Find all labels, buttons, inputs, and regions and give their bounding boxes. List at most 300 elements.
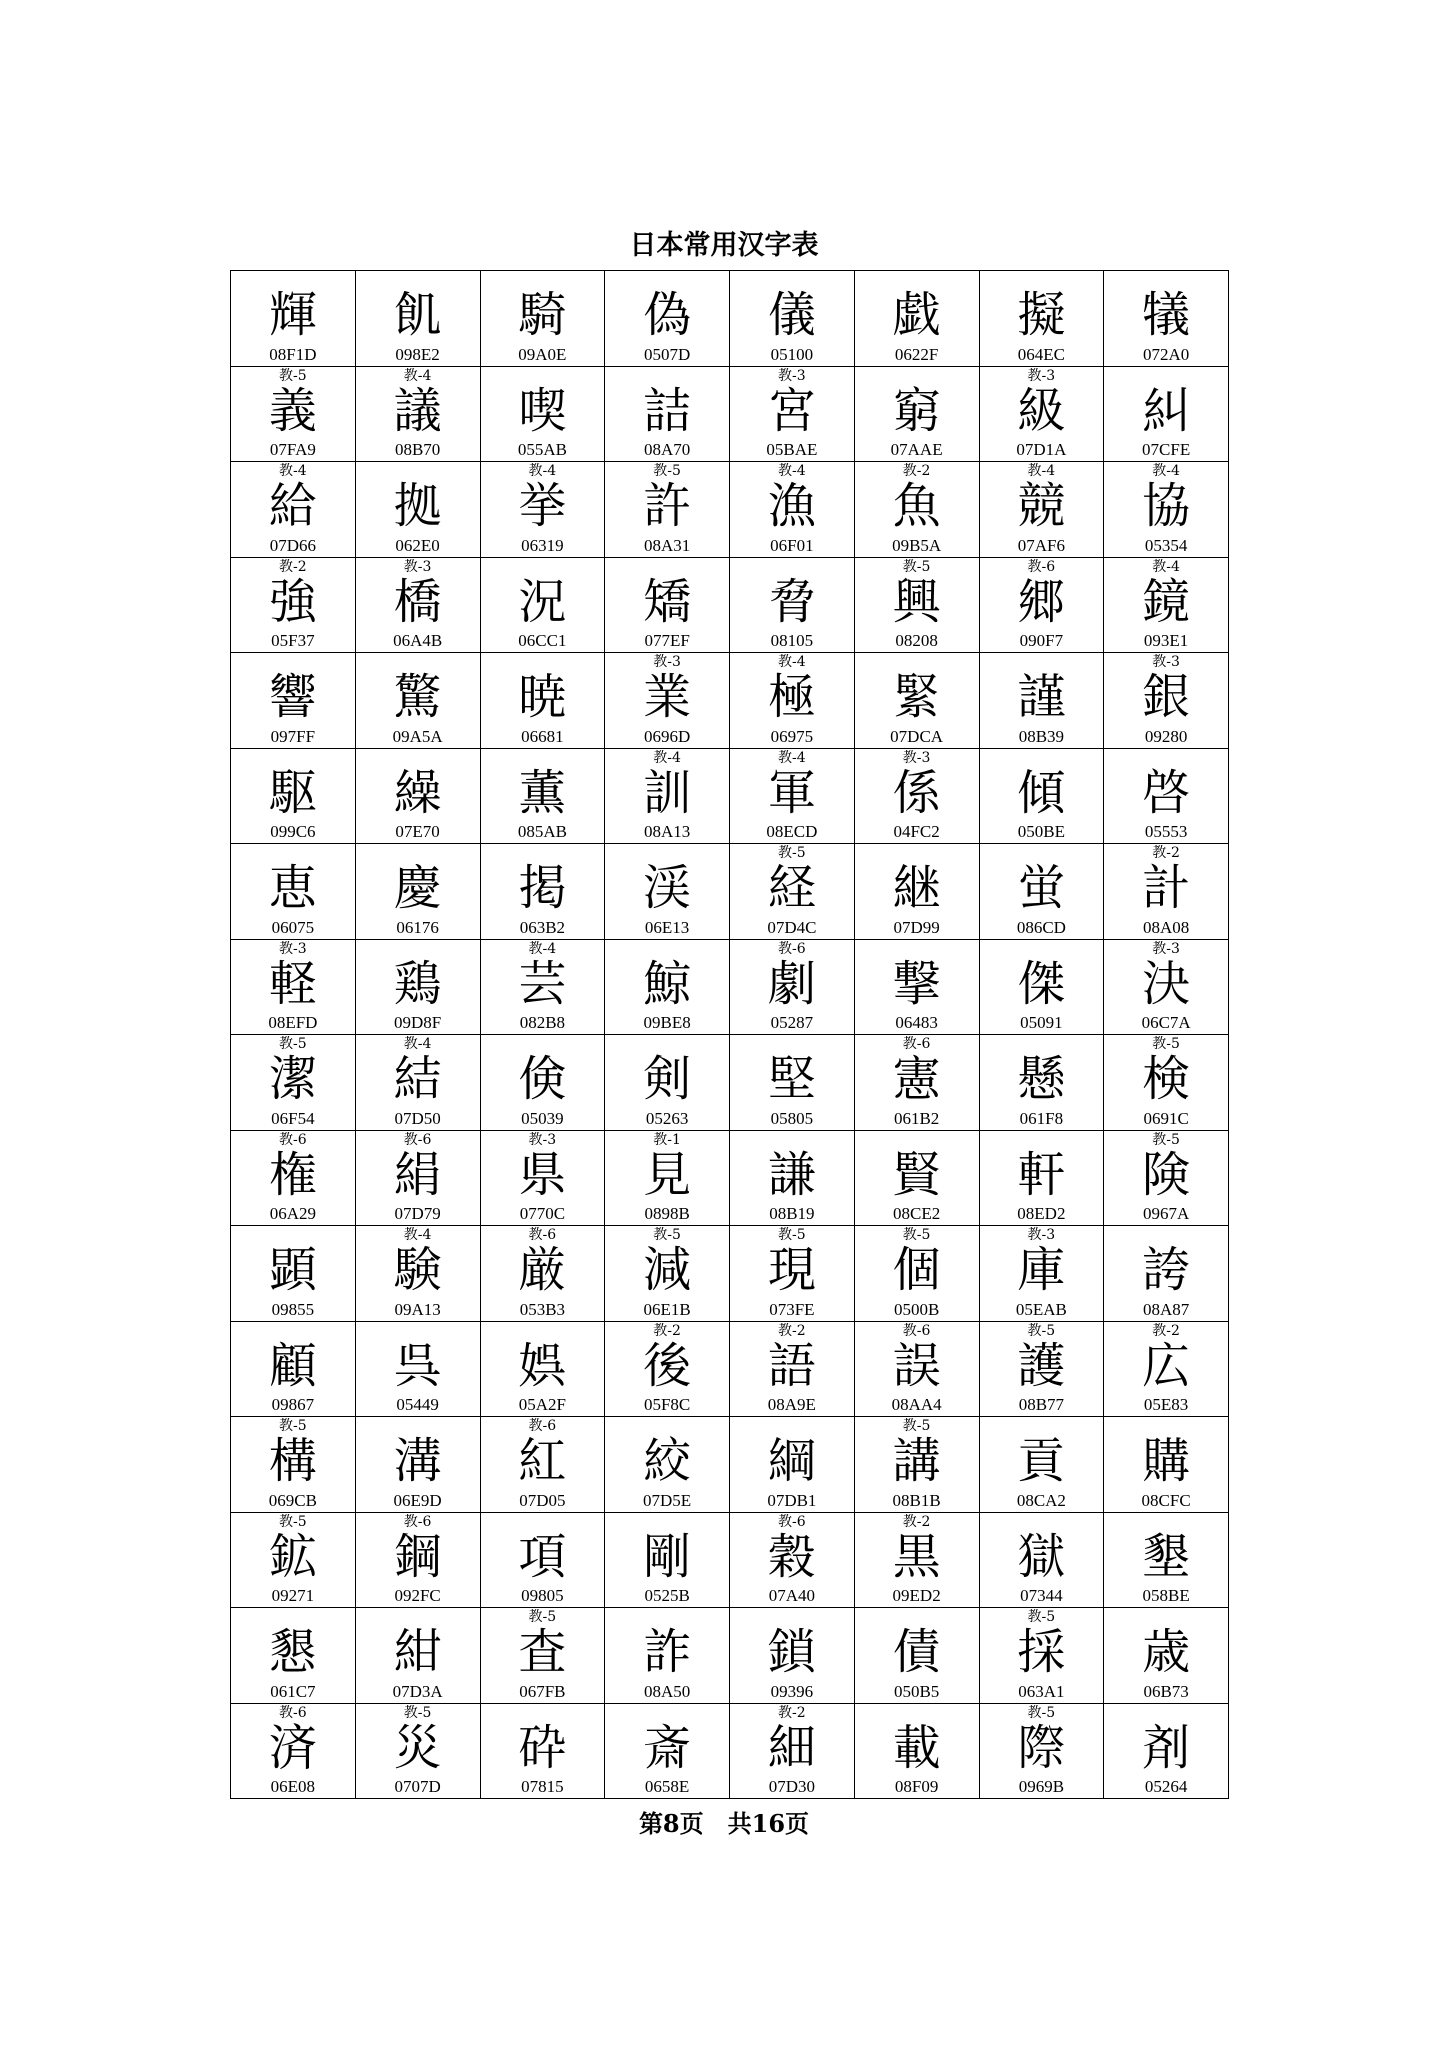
kanji-cell [480, 462, 605, 558]
kanji-cell [1104, 653, 1229, 749]
unicode-code: 050BE [1017, 822, 1065, 841]
kanji-cell [355, 1130, 480, 1226]
kanji-cell [480, 1608, 605, 1704]
kanji-cell [231, 1703, 356, 1799]
kanji-cell [605, 844, 730, 940]
unicode-code: 04FC2 [893, 822, 940, 841]
unicode-code: 062E0 [395, 535, 440, 555]
kanji-cell [231, 939, 356, 1035]
kanji-character: 賢 [892, 1146, 941, 1203]
grade-label: 教-5 [653, 463, 681, 479]
kanji-character: 擬 [1017, 287, 1066, 343]
kanji-cell [730, 939, 855, 1035]
unicode-code: 08B70 [394, 440, 441, 459]
kanji-cell [979, 844, 1104, 940]
grade-label: 教-5 [653, 1227, 681, 1243]
unicode-code: 06CC1 [518, 631, 567, 650]
table-row [231, 1321, 1229, 1417]
kanji-character: 顕 [268, 1242, 317, 1298]
kanji-character: 暁 [518, 669, 567, 725]
kanji-character: 黒 [892, 1528, 941, 1585]
kanji-character: 銀 [1142, 669, 1191, 725]
kanji-cell [979, 1512, 1104, 1608]
kanji-character: 個 [892, 1242, 941, 1298]
kanji-cell [355, 1226, 480, 1322]
kanji-character: 貢 [1017, 1433, 1066, 1489]
unicode-code: 06C7A [1141, 1013, 1191, 1032]
kanji-cell [730, 1226, 855, 1322]
kanji-cell [231, 1417, 356, 1513]
kanji-character: 絹 [393, 1146, 442, 1203]
kanji-character: 誤 [892, 1337, 941, 1394]
kanji-cell [355, 1512, 480, 1608]
grade-label: 教-3 [403, 558, 432, 575]
grade-label: 教-3 [778, 367, 806, 384]
kanji-character: 慶 [393, 860, 442, 916]
kanji-cell [1104, 1417, 1229, 1513]
grade-label: 教-5 [279, 1036, 307, 1052]
unicode-code: 08208 [895, 631, 938, 650]
kanji-character: 許 [643, 478, 692, 534]
grade-label: 教-3 [279, 940, 307, 957]
kanji-character: 啓 [1142, 764, 1191, 821]
kanji-cell [1104, 939, 1229, 1035]
kanji-character: 斎 [643, 1719, 692, 1776]
kanji-cell [605, 1512, 730, 1608]
kanji-character: 懸 [1017, 1051, 1066, 1107]
unicode-code: 06E08 [270, 1777, 316, 1796]
unicode-code: 061B2 [893, 1108, 940, 1128]
unicode-code: 053B3 [519, 1299, 566, 1319]
grade-label: 教-4 [1152, 558, 1180, 575]
kanji-character: 輝 [268, 287, 317, 343]
kanji-cell [979, 1321, 1104, 1417]
kanji-cell [231, 1035, 356, 1131]
unicode-code: 05449 [396, 1395, 439, 1414]
kanji-character: 渓 [643, 860, 692, 916]
grade-label: 教-6 [279, 1131, 307, 1148]
grade-label: 教-4 [778, 654, 806, 670]
unicode-code: 06176 [396, 917, 439, 937]
kanji-cell [605, 1130, 730, 1226]
kanji-cell [1104, 1608, 1229, 1704]
unicode-code: 09855 [271, 1299, 315, 1319]
kanji-character: 競 [1017, 478, 1066, 534]
kanji-character: 県 [518, 1146, 567, 1203]
kanji-character: 軒 [1017, 1146, 1066, 1203]
unicode-code: 082B8 [519, 1013, 566, 1032]
kanji-character: 詐 [643, 1624, 692, 1680]
kanji-character: 掲 [518, 860, 567, 916]
unicode-code: 08A31 [643, 535, 691, 555]
kanji-character: 結 [393, 1051, 442, 1107]
kanji-character: 脅 [767, 573, 816, 630]
unicode-code: 093E1 [1143, 631, 1189, 650]
kanji-cell [730, 1512, 855, 1608]
kanji-cell [854, 1417, 979, 1513]
unicode-code: 09D8F [394, 1013, 442, 1032]
unicode-code: 09271 [271, 1586, 315, 1605]
kanji-cell [979, 748, 1104, 844]
kanji-character: 興 [892, 573, 941, 630]
kanji-character: 溝 [393, 1433, 442, 1489]
unicode-code: 07D50 [394, 1108, 441, 1128]
unicode-code: 06E9D [393, 1490, 442, 1510]
kanji-character: 軍 [767, 764, 816, 821]
kanji-character: 経 [767, 860, 816, 916]
kanji-character: 矯 [643, 573, 692, 630]
grade-label: 教-4 [1027, 463, 1056, 479]
unicode-code: 05354 [1144, 535, 1188, 555]
kanji-character: 検 [1142, 1051, 1191, 1107]
kanji-cell [480, 366, 605, 462]
kanji-character: 恵 [268, 860, 317, 916]
kanji-character: 強 [268, 573, 317, 630]
kanji-character: 査 [518, 1624, 567, 1680]
kanji-character: 見 [643, 1146, 692, 1203]
unicode-code: 0507D [643, 344, 691, 364]
unicode-code: 07FA9 [269, 440, 316, 459]
unicode-code: 09BE8 [643, 1013, 691, 1032]
kanji-character: 撃 [892, 955, 941, 1012]
grade-label: 教-2 [778, 1322, 806, 1339]
kanji-table-body [231, 271, 1229, 1799]
unicode-code: 05F8C [643, 1395, 691, 1414]
table-row [231, 462, 1229, 558]
kanji-cell [979, 939, 1104, 1035]
unicode-code: 08B19 [769, 1204, 815, 1223]
kanji-character: 紅 [518, 1433, 567, 1489]
grade-label: 教-5 [778, 1227, 806, 1243]
unicode-code: 07D3A [392, 1681, 443, 1701]
kanji-character: 業 [643, 669, 692, 725]
kanji-character: 験 [393, 1242, 442, 1298]
unicode-code: 08F1D [269, 344, 317, 364]
unicode-code: 08ECD [766, 822, 818, 841]
kanji-cell [231, 844, 356, 940]
kanji-cell [355, 271, 480, 367]
kanji-character: 構 [268, 1433, 317, 1489]
kanji-character: 給 [268, 478, 317, 534]
kanji-cell [730, 748, 855, 844]
page-title: 日本常用汉字表 [629, 230, 819, 261]
kanji-character: 獄 [1017, 1528, 1066, 1585]
grade-label: 教-6 [279, 1704, 307, 1721]
kanji-character: 劇 [767, 955, 816, 1012]
kanji-character: 講 [892, 1433, 941, 1489]
kanji-cell [605, 1703, 730, 1799]
kanji-cell [979, 1035, 1104, 1131]
kanji-cell [480, 939, 605, 1035]
kanji-cell [730, 653, 855, 749]
kanji-cell [854, 653, 979, 749]
kanji-cell [730, 844, 855, 940]
grade-label: 教-4 [528, 940, 557, 957]
kanji-character: 詰 [643, 382, 692, 439]
kanji-character: 購 [1142, 1433, 1191, 1489]
unicode-code: 06E13 [644, 917, 690, 937]
table-row [231, 557, 1229, 653]
kanji-cell [480, 557, 605, 653]
kanji-cell [1104, 1130, 1229, 1226]
grade-label: 教-3 [1027, 367, 1056, 384]
kanji-character: 芸 [518, 955, 567, 1012]
unicode-code: 08B39 [1018, 726, 1065, 746]
unicode-code: 05264 [1144, 1777, 1188, 1796]
unicode-code: 08AA4 [891, 1395, 942, 1414]
kanji-cell [480, 653, 605, 749]
kanji-cell [355, 462, 480, 558]
unicode-code: 07E70 [395, 822, 440, 841]
kanji-cell [854, 1512, 979, 1608]
kanji-character: 砕 [518, 1719, 567, 1776]
unicode-code: 06075 [271, 917, 315, 937]
kanji-cell [1104, 366, 1229, 462]
kanji-cell [1104, 557, 1229, 653]
unicode-code: 08F09 [894, 1777, 939, 1796]
unicode-code: 069CB [268, 1490, 317, 1510]
kanji-character: 窮 [892, 382, 941, 439]
kanji-character: 駆 [268, 764, 317, 821]
kanji-cell [231, 653, 356, 749]
grade-label: 教-1 [653, 1131, 681, 1148]
kanji-cell [854, 557, 979, 653]
unicode-code: 072A0 [1142, 344, 1190, 364]
unicode-code: 07DCA [890, 726, 944, 746]
kanji-character: 広 [1142, 1337, 1191, 1394]
grade-label: 教-5 [528, 1609, 557, 1625]
unicode-code: 05F37 [271, 631, 315, 650]
kanji-character: 拠 [393, 478, 442, 534]
kanji-cell [730, 1608, 855, 1704]
kanji-character: 極 [767, 669, 816, 725]
unicode-code: 09A5A [392, 726, 443, 746]
kanji-cell [355, 653, 480, 749]
unicode-code: 050B5 [893, 1681, 940, 1701]
kanji-cell [355, 1703, 480, 1799]
kanji-cell [979, 366, 1104, 462]
unicode-code: 07D1A [1016, 440, 1067, 459]
unicode-code: 06F54 [271, 1108, 315, 1128]
kanji-cell [854, 844, 979, 940]
kanji-cell [854, 1130, 979, 1226]
unicode-code: 063A1 [1018, 1681, 1065, 1701]
kanji-cell [231, 1512, 356, 1608]
grade-label: 教-5 [1027, 1322, 1056, 1339]
kanji-character: 鶏 [393, 955, 442, 1012]
kanji-character: 謹 [1017, 669, 1066, 725]
kanji-character: 薫 [518, 764, 567, 821]
unicode-code: 08105 [770, 631, 814, 650]
unicode-code: 09ED2 [892, 1586, 941, 1605]
kanji-character: 債 [892, 1624, 941, 1680]
unicode-code: 06483 [895, 1013, 938, 1032]
kanji-character: 鎖 [767, 1624, 816, 1680]
unicode-code: 05039 [521, 1108, 564, 1128]
unicode-code: 07D99 [893, 917, 940, 937]
kanji-character: 誇 [1142, 1242, 1191, 1298]
kanji-character: 庫 [1017, 1242, 1066, 1298]
kanji-cell [1104, 1321, 1229, 1417]
kanji-cell [979, 1417, 1104, 1513]
kanji-cell [480, 1703, 605, 1799]
unicode-code: 06E1B [643, 1299, 691, 1319]
unicode-code: 05263 [645, 1108, 689, 1128]
kanji-cell [605, 1035, 730, 1131]
unicode-code: 09867 [271, 1395, 315, 1414]
kanji-cell [1104, 1226, 1229, 1322]
kanji-character: 況 [518, 573, 567, 630]
kanji-character: 計 [1142, 860, 1191, 916]
table-row [231, 939, 1229, 1035]
grade-label: 教-3 [1027, 1227, 1056, 1243]
kanji-character: 漁 [767, 478, 816, 534]
kanji-cell [730, 557, 855, 653]
grade-label: 教-5 [403, 1704, 432, 1721]
kanji-cell [854, 748, 979, 844]
unicode-code: 09A0E [518, 344, 567, 364]
grade-label: 教-5 [1027, 1609, 1056, 1625]
grade-label: 教-2 [279, 558, 307, 575]
kanji-character: 飢 [393, 287, 442, 343]
kanji-cell [605, 462, 730, 558]
grade-label: 教-6 [778, 1513, 806, 1530]
kanji-cell [979, 653, 1104, 749]
grade-label: 教-6 [902, 1036, 931, 1052]
kanji-cell [231, 1226, 356, 1322]
grade-label: 教-2 [1152, 1322, 1180, 1339]
kanji-character: 堅 [767, 1051, 816, 1107]
grade-label: 教-4 [403, 367, 432, 384]
unicode-code: 05091 [1020, 1013, 1063, 1032]
kanji-character: 級 [1017, 382, 1066, 439]
kanji-character: 語 [767, 1337, 816, 1394]
grade-label: 教-4 [778, 749, 806, 766]
grade-label: 教-4 [403, 1036, 432, 1052]
unicode-code: 09280 [1144, 726, 1188, 746]
grade-label: 教-4 [279, 463, 307, 479]
kanji-character: 犠 [1142, 287, 1191, 343]
unicode-code: 077EF [644, 631, 690, 650]
kanji-cell [1104, 1512, 1229, 1608]
unicode-code: 08EFD [268, 1013, 318, 1032]
unicode-code: 055AB [517, 440, 567, 459]
kanji-character: 後 [643, 1337, 692, 1394]
unicode-code: 06975 [770, 726, 814, 746]
kanji-cell [355, 366, 480, 462]
unicode-code: 05BAE [766, 440, 818, 459]
kanji-cell [979, 1130, 1104, 1226]
kanji-cell [1104, 1703, 1229, 1799]
grade-label: 教-3 [902, 749, 931, 766]
kanji-character: 採 [1017, 1624, 1066, 1680]
unicode-code: 08A70 [643, 440, 691, 459]
kanji-cell [355, 1417, 480, 1513]
table-row [231, 1512, 1229, 1608]
kanji-cell [480, 844, 605, 940]
kanji-character: 潔 [268, 1051, 317, 1107]
kanji-character: 訓 [643, 764, 692, 821]
kanji-cell [854, 1608, 979, 1704]
kanji-cell [979, 1226, 1104, 1322]
table-row [231, 271, 1229, 367]
grade-label: 教-2 [902, 463, 931, 479]
unicode-code: 07AAE [890, 440, 943, 459]
unicode-code: 08CA2 [1016, 1490, 1066, 1510]
unicode-code: 06A29 [269, 1204, 317, 1223]
kanji-cell [1104, 462, 1229, 558]
unicode-code: 07AF6 [1017, 535, 1065, 555]
unicode-code: 067FB [519, 1681, 566, 1701]
unicode-code: 086CD [1016, 917, 1066, 937]
unicode-code: 08B1B [892, 1490, 941, 1510]
kanji-character: 緊 [892, 669, 941, 725]
unicode-code: 0707D [394, 1777, 441, 1796]
kanji-cell [480, 1417, 605, 1513]
kanji-cell [730, 366, 855, 462]
kanji-character: 項 [518, 1528, 567, 1585]
unicode-code: 0525B [644, 1586, 690, 1605]
kanji-character: 喫 [518, 382, 567, 439]
kanji-character: 厳 [518, 1242, 567, 1298]
grade-label: 教-5 [1152, 1131, 1180, 1148]
unicode-code: 08CE2 [893, 1204, 941, 1223]
kanji-character: 宮 [767, 382, 816, 439]
unicode-code: 07D05 [519, 1490, 566, 1510]
kanji-cell [480, 271, 605, 367]
table-row [231, 1226, 1229, 1322]
kanji-character: 挙 [518, 478, 567, 534]
kanji-character: 顧 [268, 1337, 317, 1394]
unicode-code: 073FE [769, 1299, 815, 1319]
unicode-code: 0770C [519, 1204, 566, 1223]
kanji-cell [480, 1226, 605, 1322]
unicode-code: 064EC [1017, 344, 1065, 364]
kanji-cell [605, 271, 730, 367]
unicode-code: 0658E [644, 1777, 690, 1796]
table-row [231, 1703, 1229, 1799]
unicode-code: 0500B [893, 1299, 940, 1319]
unicode-code: 07A40 [768, 1586, 816, 1605]
unicode-code: 0691C [1143, 1108, 1189, 1128]
grade-label: 教-4 [1152, 463, 1180, 479]
grade-label: 教-4 [653, 749, 681, 766]
kanji-cell [1104, 748, 1229, 844]
unicode-code: 063B2 [519, 917, 566, 937]
unicode-code: 06319 [521, 535, 564, 555]
unicode-code: 09A13 [394, 1299, 441, 1319]
kanji-character: 呉 [393, 1337, 442, 1394]
kanji-cell [480, 1130, 605, 1226]
unicode-code: 058BE [1142, 1586, 1190, 1605]
kanji-character: 護 [1017, 1337, 1066, 1394]
kanji-character: 紺 [393, 1624, 442, 1680]
grade-label: 教-6 [403, 1131, 432, 1148]
unicode-code: 085AB [517, 822, 567, 841]
kanji-character: 継 [892, 860, 941, 916]
grade-label: 教-5 [1027, 1704, 1056, 1721]
kanji-character: 現 [767, 1242, 816, 1298]
kanji-cell [730, 462, 855, 558]
kanji-cell [979, 462, 1104, 558]
unicode-code: 092FC [394, 1586, 441, 1605]
kanji-character: 魚 [892, 478, 941, 534]
kanji-character: 墾 [1142, 1528, 1191, 1585]
kanji-cell [730, 1130, 855, 1226]
kanji-cell [730, 1035, 855, 1131]
kanji-cell [854, 939, 979, 1035]
unicode-code: 08A50 [643, 1681, 691, 1701]
